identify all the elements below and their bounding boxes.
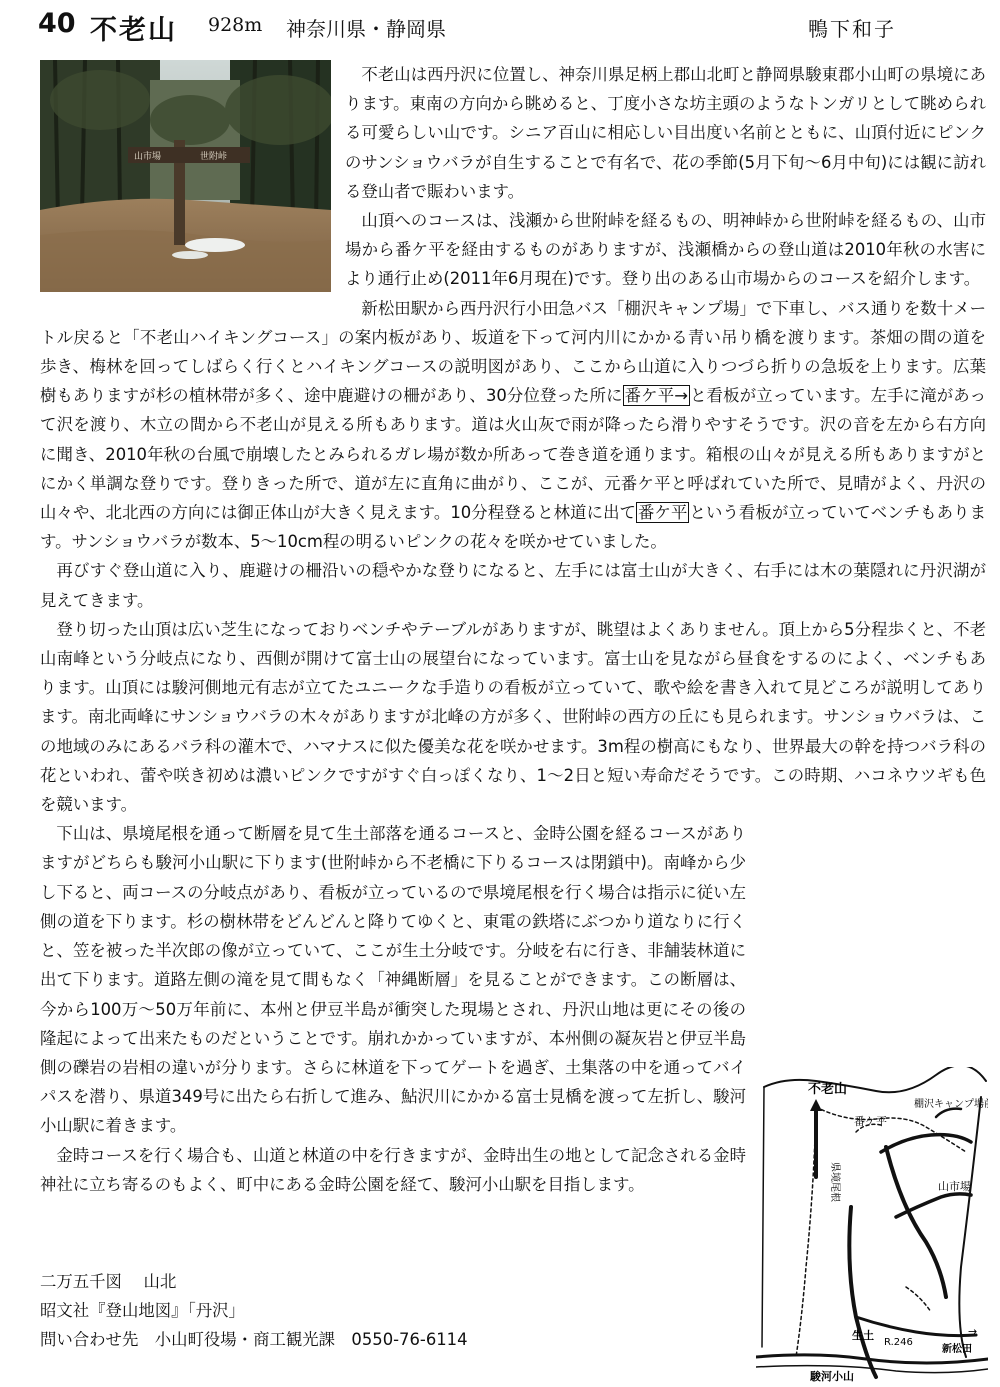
sign-banga: 番ケ平	[638, 503, 688, 523]
paragraph-kintoki: 金時コースを行く場合も、山道と林道の中を行きますが、金時出生の地として記念される金時神社に立ち寄るのもよく、町中にある金時公園を経て、駿河小山駅を目指します。	[40, 1145, 746, 1194]
contact-info: 問い合わせ先 小山町役場・商工観光課 0550-76-6114	[40, 1330, 468, 1350]
altitude: 928m	[208, 14, 263, 36]
article-body	[40, 60, 986, 1199]
author-name: 鴨下和子	[808, 17, 896, 41]
paragraph-summit: 登り切った山頂は広い芝生になっておりベンチやテーブルがありますが、眺望はよくありません。頂上から5分程歩くと、不老山南峰という分岐点になり、西側が開けて富士山の展望台になっています。富士山を見ながら昼食をするのによく、ベンチもあります。山頂には駿河側地元有志が立てたユニークな手造りの看板が立っていて、歌や絵を書き入れて見どころが説明してあります。南北両峰にサンショウバラの木々がありますが北峰の方が多く、世附峠の西方の丘にも見られます。サンショウバラは、この地域のみにあるバラ科の灌木で、ハマナスに似た優美な花を咲かせます。3m程の樹高にもなり、世界最大の幹を持つバラ科の花といわれ、蕾や咲き初めは濃いピンクですがすぐ白っぽくなり、1～2日と短い寿命だそうです。この時期、ハコネウツギも色を競います。	[40, 619, 986, 815]
map-banga-label: 番ケ平	[854, 1115, 887, 1128]
paragraph-intro: 不老山は西丹沢に位置し、神奈川県足柄上郡山北町と静岡県駿東郡小山町の県境にあります。東南の方向から眺めると、丁度小さな坊主頭のようなトンガリとして眺められる可愛らしい山です。シニア百山に相応しい目出度い名前とともに、山頂付近にピンクのサンショウバラが自生することで有名で、花の季節(5月下旬～6月中旬)には観に訪れる登山者で賑わいます。	[345, 65, 986, 201]
map-arrow-icon: →	[968, 1325, 978, 1338]
mountain-name: 不老山	[90, 15, 177, 46]
guidebook-ref: 昭文社『登山地図』「丹沢」	[40, 1301, 245, 1321]
map-station-label: 駿河小山	[810, 1370, 854, 1383]
map-route-label: R.246	[884, 1337, 913, 1348]
prefectures: 神奈川県・静岡県	[286, 17, 446, 41]
topo-map-ref: 二万五千図 山北	[40, 1272, 177, 1291]
signpost-left-label: 山市場	[134, 152, 162, 162]
signpost-right-label: 世附峠	[200, 152, 228, 162]
map-camp-label: 棚沢キャンプ場前	[914, 1099, 988, 1110]
paragraph-descent: 下山は、県境尾根を通って断層を見て生土部落を通るコースと、金時公園を経るコースがありますがどちらも駿河小山駅に下ります(世附峠から不老橋に下りるコースは閉鎖中)。南峰から少し下ると、両コースの分岐点があり、看板が立っているので県境尾根を行く場合は指示に従い左側の道を下ります。杉の樹林帯をどんどんと降りてゆくと、東電の鉄塔にぶつかり道なりに行くと、笠を被った半次郎の像が立っていて、ここが生土分岐です。分岐を右に行き、非舗装林道に出て下ります。道路左側の滝を見て間もなく「神縄断層」を見ることができます。この断層は、今から100万～50万年前に、本州と伊豆半島が衝突した現場とされ、丹沢山地は更にその後の隆起によって出来たものだということです。崩れかかっていますが、本州側の凝灰岩と伊豆半島側の礫岩の岩相の違いが分ります。さらに林道を下ってゲートを過ぎ、土集落の中を通ってバイパスを潜り、県道349号に出たら右折して進み、鮎沢川にかかる富士見橋を渡って左折し、駿河小山駅に着きます。	[40, 824, 746, 1136]
map-ridge-label: 県境尾根	[829, 1162, 840, 1202]
ascent-text-a: 新松田駅から西丹沢行小田急バス「棚沢キャンプ場」で下車し、バス通りを数十メートル戻ると「不老山ハイキングコース」の案内板があり、坂道を下って河内川にかかる青い吊り橋を渡ります。茶畑の間の道を歩き、梅林を回ってしばらく行くとハイキングコースの説明図があり、ここから山道に入りつづら折りの急坂を上ります。広葉樹もありますが杉の植林帯が多く、途中鹿避けの柵があり、30分位登った所に	[40, 298, 986, 406]
map-summit-label: 不老山	[808, 1082, 848, 1097]
route-map	[756, 1067, 988, 1383]
paragraph-ascent	[40, 294, 986, 557]
map-inzuchi-label: 生土	[852, 1329, 874, 1342]
ascent-text-b: と看板が立っています。左手に滝があって沢を渡り、木立の間から不老山が見える所もあります。道は火山灰で雨が降ったら滑りやすそうです。沢の音を左から右方向に聞き、2010年秋の台風で崩壊したとみられるガレ場が数か所あって巻き道を通ります。箱根の山々が見える所もありますがとにかく単調な登りです。登りきった所で、道が左に直角に曲がり、ここが、元番ケ平と呼ばれていた所で、見晴がよく、丹沢の山々や、北北西の方向には御正体山が大きく見えます。10分程登ると林道に出て	[40, 386, 987, 523]
sign-banga-arrow: 番ケ平→	[624, 386, 688, 406]
ascent-text-c: という看板が立っていてベンチもあります。サンショウバラが数本、5～10cm程の明るいピンクの花々を咲かせていました。	[40, 503, 987, 552]
entry-number: 40	[38, 8, 76, 39]
map-shinmatsuda-label: 新松田	[942, 1344, 972, 1355]
references	[40, 1267, 468, 1355]
summit-marker-icon	[810, 1099, 822, 1111]
paragraph-course: 山頂へのコースは、浅瀬から世附峠を経るもの、明神峠から世附峠を経るもの、山市場から番ケ平を経由するものがありますが、浅瀬橋からの登山道は2010年秋の水害により通行止め(2011年6月現在)です。登り出のある山市場からのコースを紹介します。	[345, 211, 986, 289]
photo-spacer	[40, 60, 345, 296]
paragraph-ridge: 再びすぐ登山道に入り、鹿避けの柵沿いの穏やかな登りになると、左手には富士山が大きく、右手には木の葉隠れに丹沢湖が見えてきます。	[40, 561, 986, 610]
map-yamaichiba-label: 山市場	[938, 1180, 971, 1193]
page-header	[28, 8, 978, 48]
